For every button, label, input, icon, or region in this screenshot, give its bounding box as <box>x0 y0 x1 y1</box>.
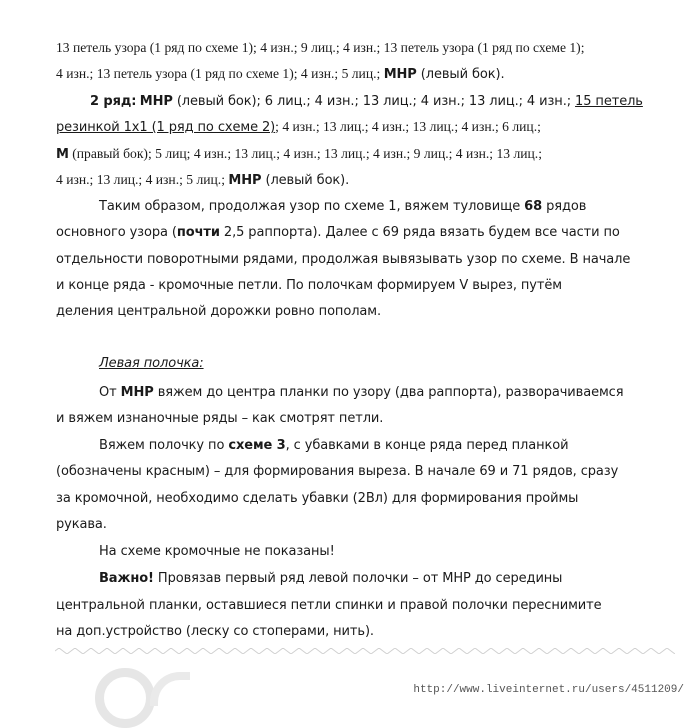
paragraph-line: и вяжем изнаночные ряды – как смотрят петли. <box>56 411 384 426</box>
paragraph-line: рукава. <box>56 517 107 532</box>
text-line: М (правый бок); 5 лиц; 4 изн.; 13 лиц.; 4 изн.; 13 лиц.; 4 изн.; 9 лиц.; 4 изн.; 13 лиц.; <box>56 146 542 162</box>
paragraph-line: На схеме кромочные не показаны! <box>99 544 335 559</box>
paragraph-line: и конце ряда - кромочные петли. По полочкам формируем V вырез, путём <box>56 278 562 293</box>
wavy-divider <box>55 648 675 654</box>
paragraph-line: Таким образом, продолжая узор по схеме 1, вяжем туловище 68 рядов <box>99 199 587 214</box>
watermark-circle <box>95 668 155 728</box>
section-heading: Левая полочка: <box>99 356 204 371</box>
paragraph-line: на доп.устройство (леску со стоперами, нить). <box>56 624 374 639</box>
paragraph-line: Важно! Провязав первый ряд левой полочки – от МНР до середины <box>99 571 563 586</box>
paragraph-line: деления центральной дорожки ровно пополам. <box>56 304 382 319</box>
source-url: http://www.liveinternet.ru/users/4511209/ <box>413 684 684 696</box>
text-line: 4 изн.; 13 петель узора (1 ряд по схеме 1); 4 изн.; 5 лиц.; МНР (левый бок). <box>56 66 505 82</box>
paragraph-line: отдельности поворотными рядами, продолжая вывязывать узор по схеме. В начале <box>56 252 631 267</box>
text-line: резинкой 1х1 (1 ряд по схеме 2); 4 изн.; 13 лиц.; 4 изн.; 13 лиц.; 4 изн.; 6 лиц.; <box>56 119 541 135</box>
paragraph-line: От МНР вяжем до центра планки по узору (два раппорта), разворачиваемся <box>99 385 624 400</box>
paragraph-line: основного узора (почти 2,5 раппорта). Далее с 69 ряда вязать будем все части по <box>56 225 620 240</box>
watermark-arc <box>150 672 190 706</box>
text-line: 2 ряд: МНР (левый бок); 6 лиц.; 4 изн.; 13 лиц.; 4 изн.; 13 лиц.; 4 изн.; 15 петель <box>90 94 643 109</box>
text-line: 13 петель узора (1 ряд по схеме 1); 4 изн.; 9 лиц.; 4 изн.; 13 петель узора (1 ряд по схеме 1); <box>56 40 585 55</box>
paragraph-line: за кромочной, необходимо сделать убавки (2Вл) для формирования проймы <box>56 491 579 506</box>
text-line: 4 изн.; 13 лиц.; 4 изн.; 5 лиц.; МНР (левый бок). <box>56 172 350 188</box>
paragraph-line: Вяжем полочку по схеме 3, с убавками в конце ряда перед планкой <box>99 438 569 453</box>
paragraph-line: центральной планки, оставшиеся петли спинки и правой полочки переснимите <box>56 598 602 613</box>
paragraph-line: (обозначены красным) – для формирования выреза. В начале 69 и 71 рядов, сразу <box>56 464 619 479</box>
